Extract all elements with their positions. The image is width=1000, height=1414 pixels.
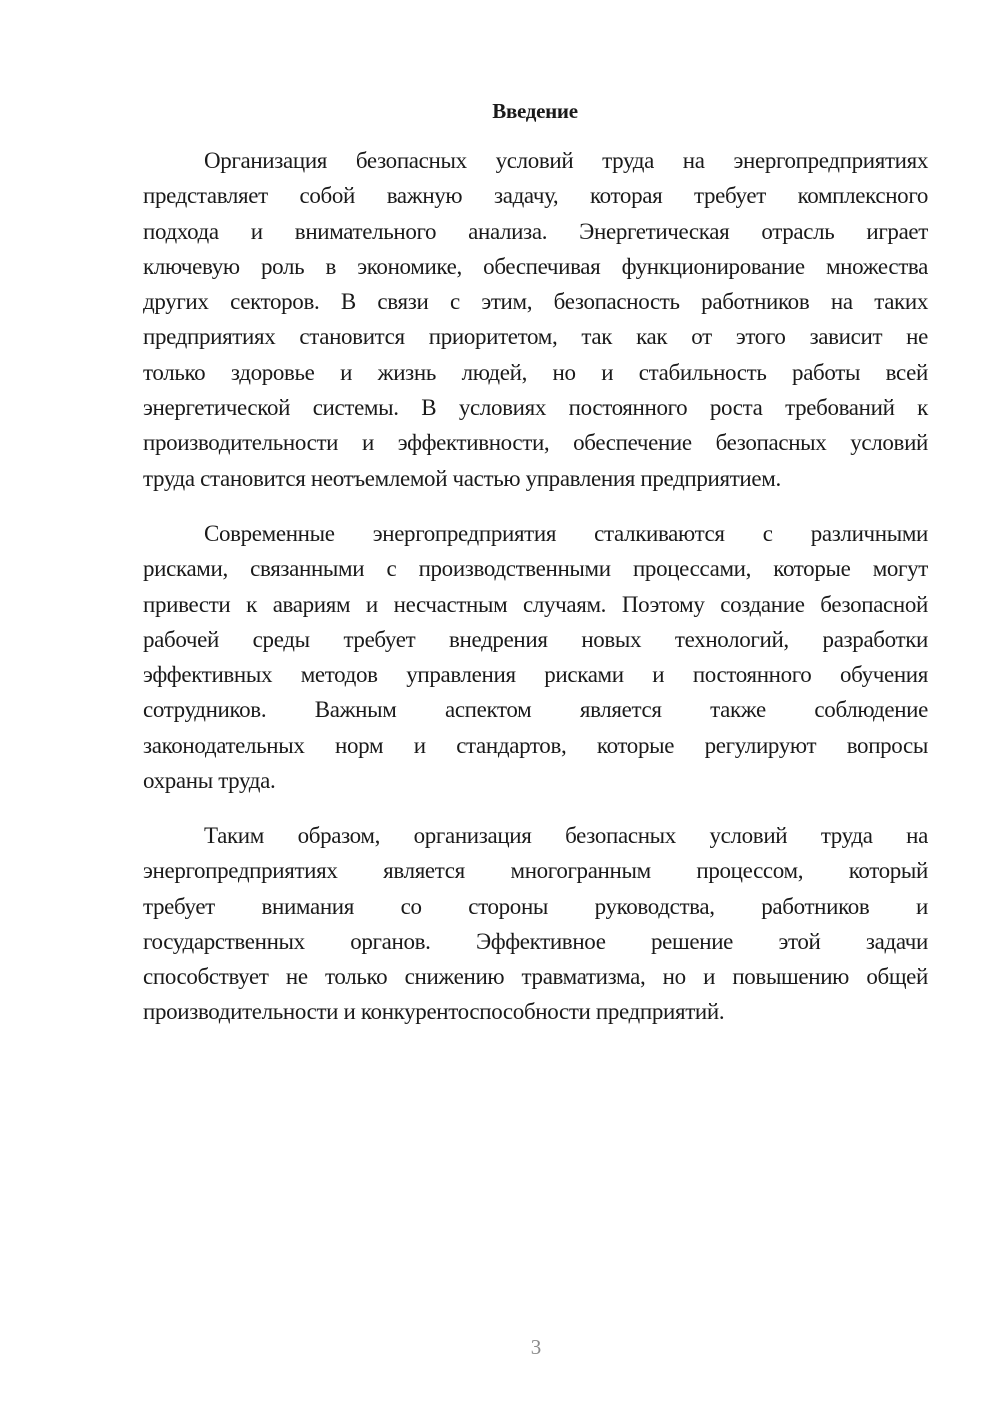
section-heading: Введение xyxy=(492,99,578,123)
text-line: ключевую роль в экономике, обеспечивая функционирование множества xyxy=(143,253,928,279)
page-number: 3 xyxy=(530,1335,542,1359)
text-line: требует внимания со стороны руководства, работников и xyxy=(143,893,928,919)
text-line: энергетической системы. В условиях постоянного роста требований к xyxy=(143,395,928,421)
text-line: Современные энергопредприятия сталкиваются с различными xyxy=(204,521,928,546)
text-line: только здоровье и жизнь людей, но и стабильность работы всей xyxy=(143,359,928,385)
text-line: законодательных норм и стандартов, которые регулируют вопросы xyxy=(143,732,928,758)
text-line: государственных органов. Эффективное решение этой задачи xyxy=(143,928,928,954)
paragraph-2 xyxy=(143,516,928,798)
text-line: представляет собой важную задачу, которая требует комплексного xyxy=(143,183,928,209)
text-line: Организация безопасных условий труда на энергопредприятиях xyxy=(204,148,928,173)
text-line: подхода и внимательного анализа. Энергетическая отрасль играет xyxy=(143,218,928,244)
text-line: энергопредприятиях является многогранным процессом, который xyxy=(143,858,928,884)
text-line: производительности и конкурентоспособности предприятий. xyxy=(143,999,725,1025)
text-line: способствует не только снижению травматизма, но и повышению общей xyxy=(143,964,928,990)
text-line: охраны труда. xyxy=(143,768,276,794)
text-line: эффективных методов управления рисками и постоянного обучения xyxy=(143,662,928,688)
text-line: труда становится неотъемлемой частью управления предприятием. xyxy=(143,465,781,491)
text-line: предприятиях становится приоритетом, так как от этого зависит не xyxy=(143,324,928,350)
text-line: других секторов. В связи с этим, безопасность работников на таких xyxy=(143,289,928,315)
text-line: привести к авариям и несчастным случаям. Поэтому создание безопасной xyxy=(143,591,928,617)
text-line: Таким образом, организация безопасных условий труда на xyxy=(204,823,928,848)
text-line: сотрудников. Важным аспектом является также соблюдение xyxy=(143,697,928,723)
text-line: рисками, связанными с производственными процессами, которые могут xyxy=(143,556,928,582)
paragraph-1 xyxy=(143,143,928,496)
text-line: производительности и эффективности, обеспечение безопасных условий xyxy=(143,430,928,456)
text-line: рабочей среды требует внедрения новых технологий, разработки xyxy=(143,626,928,652)
paragraph-3 xyxy=(143,818,928,1030)
